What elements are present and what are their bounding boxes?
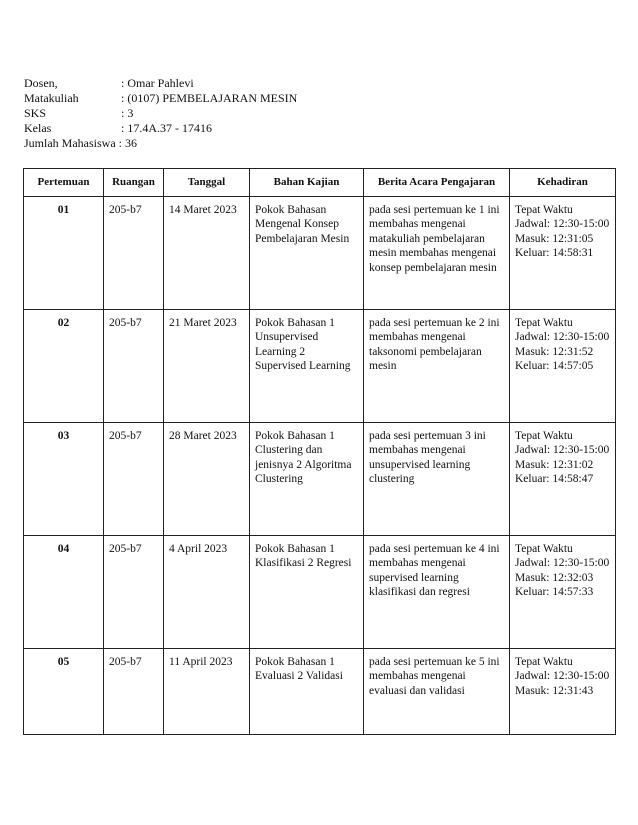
cell-pertemuan: 05	[24, 649, 104, 735]
table-row	[24, 310, 616, 423]
table-row	[24, 649, 616, 735]
cell-tanggal: 11 April 2023	[164, 649, 250, 735]
sks-value: : 3	[121, 106, 134, 120]
dosen-label: Dosen,	[24, 76, 58, 90]
cell-berita-acara: pada sesi pertemuan ke 1 ini membahas mengenai matakuliah pembelajaran mesin membahas mengenai konsep pembelajaran mesin	[364, 197, 510, 310]
cell-pertemuan: 04	[24, 536, 104, 649]
jumlah-mahasiswa-row	[24, 136, 297, 151]
cell-bahan-kajian: Pokok Bahasan 1 Unsupervised Learning 2 Supervised Learning	[250, 310, 364, 423]
matakuliah-row	[24, 91, 297, 106]
sks-label: SKS	[24, 106, 47, 120]
cell-ruangan: 205-b7	[104, 197, 164, 310]
cell-bahan-kajian: Pokok Bahasan Mengenal Konsep Pembelajaran Mesin	[250, 197, 364, 310]
cell-tanggal: 14 Maret 2023	[164, 197, 250, 310]
cell-kehadiran: Tepat Waktu Jadwal: 12:30-15:00 Masuk: 12:31:43	[510, 649, 616, 735]
col-header-bahan-kajian: Bahan Kajian	[250, 169, 364, 197]
matakuliah-value: : (0107) PEMBELAJARAN MESIN	[121, 91, 298, 105]
kelas-row	[24, 121, 297, 136]
cell-kehadiran: Tepat Waktu Jadwal: 12:30-15:00 Masuk: 12:31:05 Keluar: 14:58:31	[510, 197, 616, 310]
cell-ruangan: 205-b7	[104, 310, 164, 423]
cell-berita-acara: pada sesi pertemuan ke 2 ini membahas mengenai taksonomi pembelajaran mesin	[364, 310, 510, 423]
dosen-value: : Omar Pahlevi	[121, 76, 194, 90]
table-row	[24, 197, 616, 310]
cell-bahan-kajian: Pokok Bahasan 1 Clustering dan jenisnya 2 Algoritma Clustering	[250, 423, 364, 536]
cell-kehadiran: Tepat Waktu Jadwal: 12:30-15:00 Masuk: 12:31:52 Keluar: 14:57:05	[510, 310, 616, 423]
dosen-row	[24, 76, 297, 91]
cell-berita-acara: pada sesi pertemuan 3 ini membahas mengenai unsupervised learning clustering	[364, 423, 510, 536]
col-header-pertemuan: Pertemuan	[24, 169, 104, 197]
cell-pertemuan: 01	[24, 197, 104, 310]
jumlah-mahasiswa-label: Jumlah Mahasiswa	[24, 136, 116, 150]
course-info-header	[24, 76, 297, 151]
kelas-label: Kelas	[24, 121, 52, 135]
col-header-tanggal: Tanggal	[164, 169, 250, 197]
col-header-ruangan: Ruangan	[104, 169, 164, 197]
cell-tanggal: 21 Maret 2023	[164, 310, 250, 423]
cell-pertemuan: 02	[24, 310, 104, 423]
cell-kehadiran: Tepat Waktu Jadwal: 12:30-15:00 Masuk: 12:32:03 Keluar: 14:57:33	[510, 536, 616, 649]
cell-berita-acara: pada sesi pertemuan ke 5 ini membahas mengenai evaluasi dan validasi	[364, 649, 510, 735]
cell-ruangan: 205-b7	[104, 536, 164, 649]
attendance-table	[23, 168, 616, 735]
cell-tanggal: 28 Maret 2023	[164, 423, 250, 536]
table-header-row	[24, 169, 616, 197]
kelas-value: : 17.4A.37 - 17416	[121, 121, 212, 135]
cell-pertemuan: 03	[24, 423, 104, 536]
col-header-berita-acara: Berita Acara Pengajaran	[364, 169, 510, 197]
cell-ruangan: 205-b7	[104, 423, 164, 536]
jumlah-mahasiswa-value: : 36	[118, 136, 137, 150]
table-row	[24, 423, 616, 536]
cell-ruangan: 205-b7	[104, 649, 164, 735]
col-header-kehadiran: Kehadiran	[510, 169, 616, 197]
cell-bahan-kajian: Pokok Bahasan 1 Klasifikasi 2 Regresi	[250, 536, 364, 649]
table-row	[24, 536, 616, 649]
cell-bahan-kajian: Pokok Bahasan 1 Evaluasi 2 Validasi	[250, 649, 364, 735]
cell-tanggal: 4 April 2023	[164, 536, 250, 649]
matakuliah-label: Matakuliah	[24, 91, 79, 105]
cell-berita-acara: pada sesi pertemuan ke 4 ini membahas mengenai supervised learning klasifikasi dan regresi	[364, 536, 510, 649]
cell-kehadiran: Tepat Waktu Jadwal: 12:30-15:00 Masuk: 12:31:02 Keluar: 14:58:47	[510, 423, 616, 536]
sks-row	[24, 106, 297, 121]
